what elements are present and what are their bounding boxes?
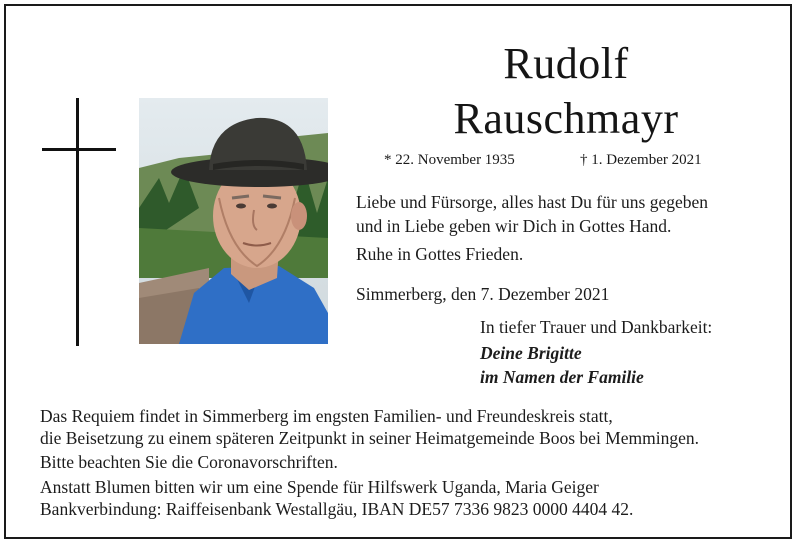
- note-line: Das Requiem findet in Simmerberg im engsten Familien- und Freundeskreis statt,: [40, 406, 613, 426]
- birth-date: * 22. November 1935: [384, 152, 515, 168]
- signoff-line: im Namen der Familie: [480, 367, 644, 387]
- note-line: Bankverbindung: Raiffeisenbank Westallgäu, IBAN DE57 7336 9823 0000 4404 42.: [40, 499, 634, 519]
- mourning-line: In tiefer Trauer und Dankbarkeit:: [480, 317, 713, 337]
- note-line: Bitte beachten Sie die Coronavorschriften.: [40, 452, 338, 472]
- note-line: die Beisetzung zu einem späteren Zeitpunkt in seiner Heimatgemeinde Boos bei Memmingen.: [40, 428, 699, 448]
- portrait-photo: [139, 98, 328, 344]
- cross-icon: [42, 98, 122, 346]
- verse-line: Liebe und Fürsorge, alles hast Du für uns gegeben: [356, 192, 709, 212]
- verse-line: Ruhe in Gottes Frieden.: [356, 244, 524, 264]
- note-line: Anstatt Blumen bitten wir um eine Spende für Hilfswerk Uganda, Maria Geiger: [40, 477, 599, 497]
- place-date: Simmerberg, den 7. Dezember 2021: [356, 284, 610, 304]
- deceased-first-name: Rudolf: [503, 39, 629, 88]
- signoff-line: Deine Brigitte: [480, 343, 582, 363]
- death-date: † 1. Dezember 2021: [580, 152, 702, 168]
- obituary-notice: [4, 4, 792, 539]
- verse-line: und in Liebe geben wir Dich in Gottes Hand.: [356, 216, 672, 236]
- deceased-last-name: Rauschmayr: [453, 94, 679, 143]
